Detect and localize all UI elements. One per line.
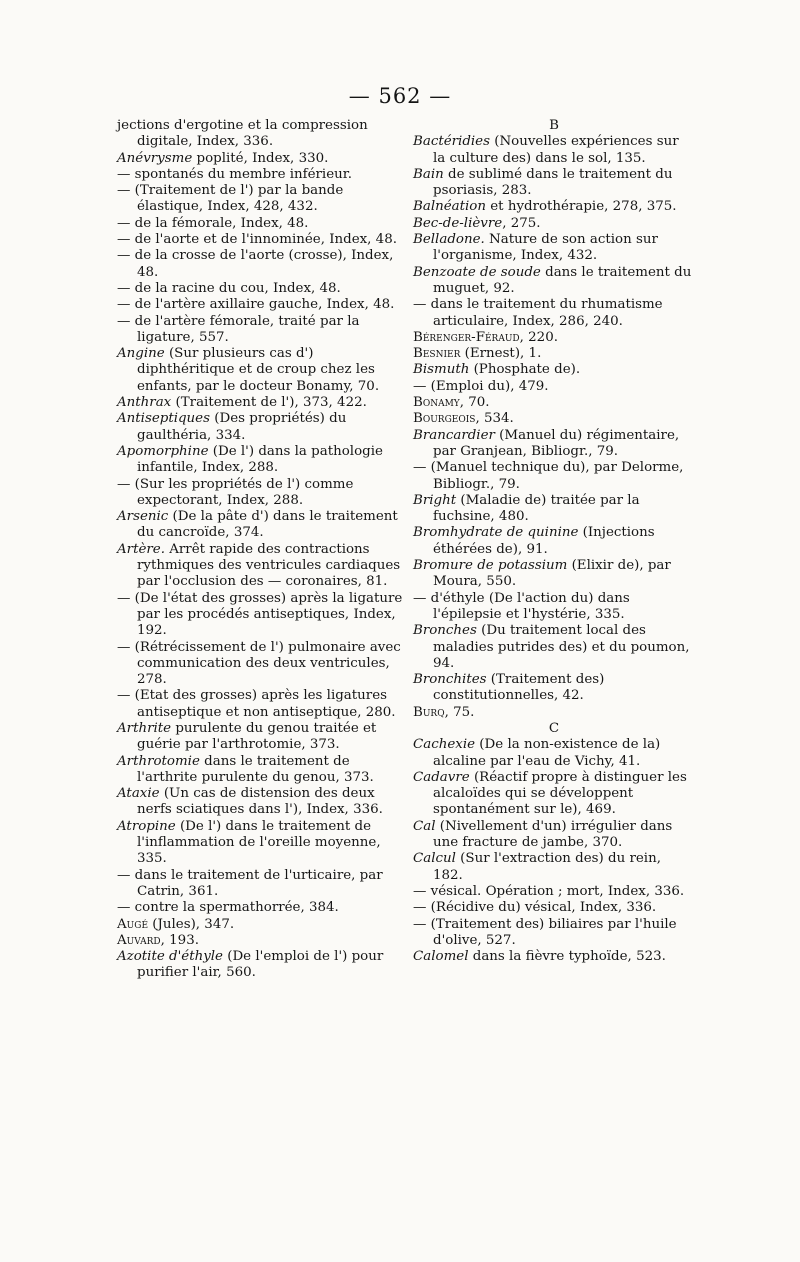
entry-text: dans le traitement de l'arthrite purulente du genou, 373. [137, 753, 374, 785]
entry-text: (De la non-existence de la) alcaline par l'eau de Vichy, 41. [433, 737, 661, 769]
index-entry [117, 933, 404, 949]
index-entry [117, 591, 404, 640]
index-entry [413, 851, 695, 884]
entry-text: (De l') dans le traitement de l'inflammation de l'oreille moyenne, 335. [137, 818, 381, 867]
index-entry [117, 118, 404, 151]
index-entry [413, 525, 695, 558]
entry-text: — (De l'état des grosses) après la ligature par les procédés antiseptiques, Index, 192. [117, 590, 403, 639]
entry-text: — vésical. Opération ; mort, Index, 336. [413, 883, 685, 899]
entry-text: jections d'ergotine et la compression digitale, Index, 336. [117, 118, 368, 150]
entry-text: — dans le traitement du rhumatisme articulaire, Index, 286, 240. [413, 297, 663, 329]
entry-heading: Bromhydrate de quinine [413, 525, 579, 541]
entry-text: (Maladie de) traitée par la fuchsine, 480. [433, 492, 640, 525]
index-entry [413, 379, 695, 395]
entry-heading: Arthrotomie [117, 753, 200, 769]
entry-text: — (Traitement de l') par la bande élastique, Index, 428, 432. [117, 183, 344, 215]
index-entry [413, 167, 695, 200]
entry-heading: Arsenic [117, 509, 169, 525]
index-entry [413, 232, 695, 265]
entry-text: purulente du genou traitée et guérie par l'arthrotomie, 373. [137, 720, 377, 753]
index-entry [413, 949, 695, 965]
index-entry [413, 134, 695, 167]
entry-text: Arrêt rapide des contractions rythmiques des ventricules cardiaques par l'occlusion des — coronaires, 81. [137, 541, 401, 590]
index-entry [117, 900, 404, 916]
index-entry [117, 314, 404, 347]
index-entry [413, 737, 695, 770]
entry-heading: Anthrax [117, 395, 172, 411]
entry-text: — de l'artère fémorale, traité par la ligature, 557. [117, 313, 360, 345]
entry-heading: Calcul [413, 851, 456, 867]
entry-heading: Bronches [413, 623, 477, 639]
entry-text: , 275. [502, 215, 541, 231]
entry-text: poplité, Index, 330. [192, 150, 329, 166]
entry-heading: Bourgeois [413, 411, 476, 427]
entry-text: dans la fièvre typhoïde, 523. [468, 949, 666, 965]
entry-text: (De la pâte d') dans le traitement du cancroïde, 374. [137, 509, 398, 541]
entry-text: (Du traitement local des maladies putrides des) et du poumon, 94. [433, 623, 690, 671]
entry-text: — de la fémorale, Index, 48. [117, 215, 309, 231]
index-entry [413, 591, 695, 624]
index-entry [117, 721, 404, 754]
entry-text: — (Rétrécissement de l') pulmonaire avec communication des deux ventricules, 278. [117, 639, 401, 688]
entry-text: — de la crosse de l'aorte (crosse), Index, 48. [117, 248, 394, 280]
index-entry [117, 868, 404, 901]
index-entry [413, 770, 695, 819]
index-entry [413, 199, 695, 215]
index-entry [413, 330, 695, 346]
index-entry [413, 623, 695, 672]
entry-text: (De l') dans la pathologie infantile, Index, 288. [137, 443, 383, 476]
index-entry [413, 705, 695, 721]
entry-heading: Arthrite [117, 720, 172, 736]
entry-text: dans le traitement du muguet, 92. [433, 264, 692, 296]
entry-text: et hydrothérapie, 278, 375. [486, 199, 677, 215]
entry-heading: Apomorphine [117, 443, 209, 459]
entry-text: — (Emploi du), 479. [413, 378, 549, 394]
entry-heading: Cal [413, 818, 436, 834]
entry-text: (Ernest), 1. [460, 346, 542, 362]
entry-heading: Bain [413, 166, 444, 182]
index-column-right [413, 118, 695, 965]
index-entry [117, 754, 404, 787]
entry-text: (De l'emploi de l') pour purifier l'air, 560. [137, 949, 384, 981]
entry-heading: Ataxie [117, 786, 160, 802]
entry-heading: Bonamy [413, 395, 460, 411]
entry-text: (Réactif propre à distinguer les alcaloïdes qui se développent spontanément sur le), 469. [433, 769, 687, 818]
index-entry [117, 542, 404, 591]
entry-text: — d'éthyle (De l'action du) dans l'épilepsie et l'hystérie, 335. [413, 590, 630, 622]
index-entry [413, 216, 695, 232]
index-entry [117, 444, 404, 477]
entry-text: (Injections éthérées de), 91. [433, 525, 655, 557]
index-entry [117, 248, 404, 281]
entry-text: — spontanés du membre inférieur. [117, 166, 352, 182]
entry-text: — (Traitement des) biliaires par l'huile d'olive, 527. [413, 916, 677, 948]
index-entry [117, 167, 404, 183]
entry-heading: Augé [117, 916, 149, 932]
index-entry [117, 151, 404, 167]
entry-text: (Un cas de distension des deux nerfs sciatiques dans l'), Index, 336. [137, 786, 383, 818]
entry-heading: Artère. [117, 541, 165, 557]
index-entry [117, 232, 404, 248]
entry-text: — de la racine du cou, Index, 48. [117, 280, 341, 296]
page-number: — 562 — [348, 84, 452, 108]
index-entry [117, 216, 404, 232]
index-entry [413, 819, 695, 852]
entry-text: (Elixir de), par Moura, 550. [433, 558, 671, 590]
entry-heading: Cachexie [413, 737, 476, 753]
entry-heading: Antiseptiques [117, 411, 210, 427]
entry-heading: Azotite d'éthyle [117, 949, 223, 965]
entry-heading: Cadavre [413, 769, 470, 785]
entry-text: (Sur l'extraction des) du rein, 182. [433, 851, 661, 883]
entry-text: — (Etat des grosses) après les ligatures antiseptique et non antiseptique, 280. [117, 688, 396, 720]
index-entry [413, 428, 695, 461]
index-entry [413, 884, 695, 900]
entry-text: , 75. [444, 704, 475, 720]
index-entry [117, 183, 404, 216]
entry-text: — (Manuel technique du), par Delorme, Bibliogr., 79. [413, 460, 684, 492]
index-column-left [117, 118, 404, 982]
entry-text: (Sur plusieurs cas d') diphthéritique et de croup chez les enfants, par le docteur Bonamy, 70. [137, 346, 380, 394]
entry-text: (Jules), 347. [148, 916, 235, 932]
index-entry [413, 493, 695, 526]
entry-heading: Bismuth [413, 362, 470, 378]
index-entry [413, 395, 695, 411]
index-entry [117, 346, 404, 395]
entry-text: — (Sur les propriétés de l') comme expectorant, Index, 288. [117, 476, 354, 508]
entry-text: (Traitement de l'), 373, 422. [171, 395, 367, 411]
entry-text: (Traitement des) constitutionnelles, 42. [433, 672, 605, 704]
entry-heading: Auvard [117, 932, 161, 948]
index-entry [413, 672, 695, 705]
entry-heading: Angine [117, 346, 165, 362]
entry-text: (Des propriétés) du gaulthéria, 334. [137, 411, 347, 443]
entry-heading: Besnier [413, 346, 461, 362]
section-letter: B [549, 118, 559, 133]
entry-text: — dans le traitement de l'urticaire, par Catrin, 361. [117, 867, 383, 899]
section-letter: C [548, 720, 560, 736]
entry-text: , 220. [519, 329, 558, 345]
index-entry [117, 949, 404, 982]
index-entry [413, 900, 695, 916]
index-entry [117, 688, 404, 721]
index-entry [117, 281, 404, 297]
index-entry [413, 346, 695, 362]
index-entry [117, 477, 404, 510]
index-entry [117, 411, 404, 444]
index-entry [117, 395, 404, 411]
entry-text: — (Récidive du) vésical, Index, 336. [413, 900, 657, 916]
entry-text: Nature de son action sur l'organisme, Index, 432. [433, 232, 658, 264]
index-entry [413, 297, 695, 330]
entry-heading: Benzoate de soude [413, 264, 541, 280]
entry-text: (Manuel du) régimentaire, par Granjean, Bibliogr., 79. [433, 427, 680, 459]
index-entry [413, 917, 695, 950]
index-entry [117, 917, 404, 933]
entry-text: , 534. [475, 411, 514, 427]
entry-heading: Calomel [413, 949, 469, 965]
entry-heading: Bromure de potassium [413, 558, 568, 574]
index-entry [117, 640, 404, 689]
entry-text: (Phosphate de). [469, 362, 581, 378]
entry-heading: Bactéridies [413, 134, 490, 150]
entry-text: (Nouvelles expériences sur la culture des) dans le sol, 135. [433, 134, 679, 166]
entry-text: , 70. [459, 395, 490, 411]
entry-text: — contre la spermathorrée, 384. [117, 900, 339, 916]
index-entry [413, 460, 695, 493]
index-entry [413, 411, 695, 427]
entry-heading: Burq [413, 704, 445, 720]
entry-heading: Belladone. [413, 232, 485, 248]
index-entry [117, 509, 404, 542]
entry-heading: Bec-de-lièvre [413, 215, 503, 231]
entry-text: — de l'artère axillaire gauche, Index, 48. [117, 297, 395, 313]
entry-heading: Bérenger-Féraud [413, 329, 520, 345]
index-entry [413, 558, 695, 591]
index-entry [117, 297, 404, 313]
entry-heading: Bronchites [413, 672, 487, 688]
entry-heading: Bright [413, 492, 457, 508]
index-entry [413, 362, 695, 378]
entry-heading: Anévrysme [117, 150, 193, 166]
entry-heading: Balnéation [413, 199, 486, 215]
entry-text: — de l'aorte et de l'innominée, Index, 48. [117, 232, 397, 248]
entry-heading: Atropine [117, 818, 176, 834]
index-entry [117, 819, 404, 868]
entry-heading: Brancardier [413, 427, 495, 443]
entry-text: de sublimé dans le traitement du psoriasis, 283. [433, 166, 673, 199]
entry-text: (Nivellement d'un) irrégulier dans une fracture de jambe, 370. [433, 818, 673, 851]
entry-text: , 193. [160, 932, 199, 948]
index-entry [117, 786, 404, 819]
index-entry [413, 265, 695, 298]
